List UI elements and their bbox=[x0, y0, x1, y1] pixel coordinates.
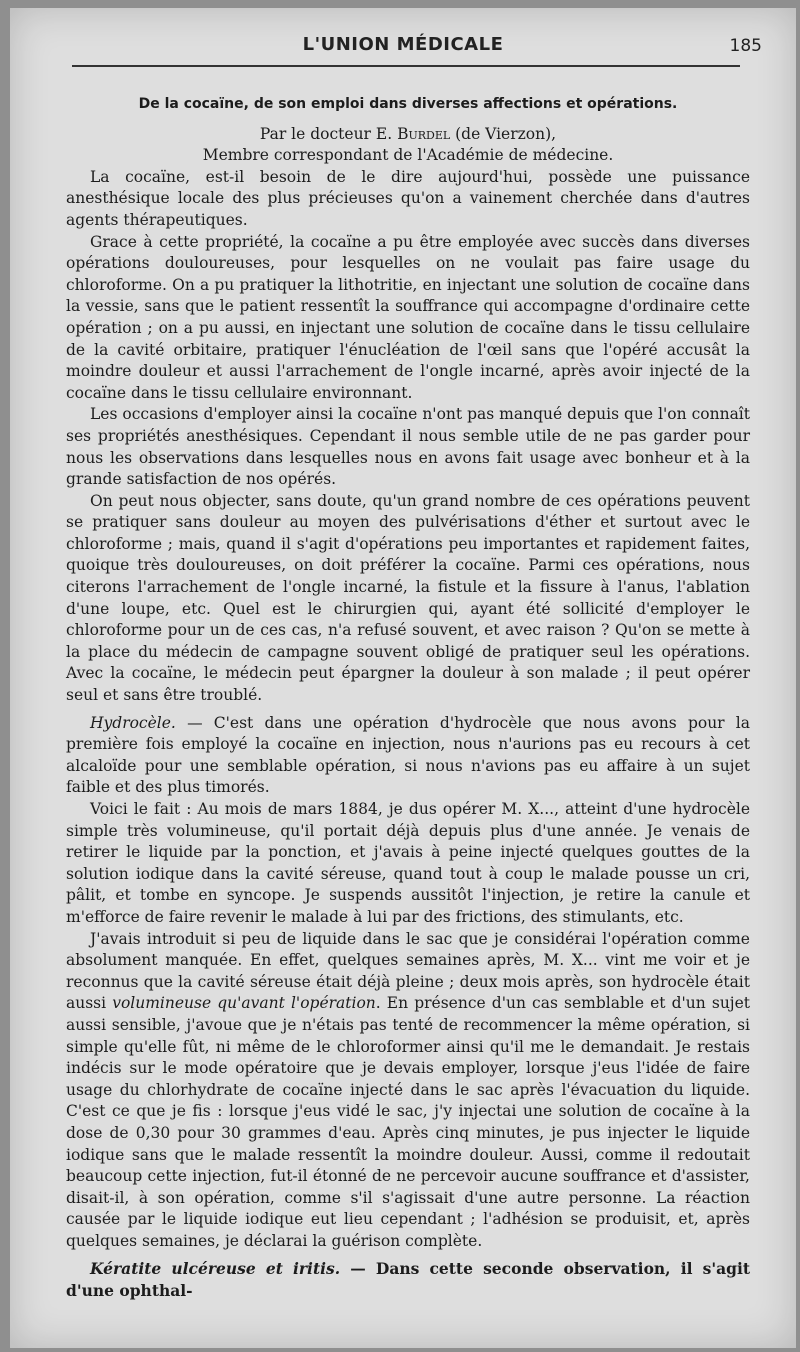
italic-run: volumineuse qu'avant l'opération bbox=[112, 994, 376, 1013]
hydrocele-paragraph bbox=[66, 713, 750, 799]
page-header bbox=[10, 34, 796, 64]
paragraph: Voici le fait : Au mois de mars 1884, je dus opérer M. X..., atteint d'une hydrocèle simple très volumineuse, qu'il portait déjà depuis plus d'une année. Je venais de retirer le liquide par la ponction, et j'avais à peine injecté quelques gouttes de la solution iodique dans la cavité séreuse, quand tout à coup le malade pousse un cri, pâlit, et tombe en syncope. Je suspends aussitôt l'injection, je retire la canule et m'efforce de faire revenir le malade à lui par des frictions, des stimulants, etc. bbox=[66, 800, 750, 926]
author-name: Burdel bbox=[397, 124, 451, 143]
paragraph: On peut nous objecter, sans doute, qu'un grand nombre de ces opérations peuvent se pratiquer sans douleur au moyen des pulvérisations d'éther et surtout avec le chloroforme ; mais, quand il s'agit d'opérations peu importantes et rapidement faites, quoique très douloureuses, on doit préférer la cocaïne. Parmi ces opérations, nous citerons l'arrachement de l'ongle incarné, la fistule et la fissure à l'anus, l'ablation d'une loupe, etc. Quel est le chirurgien qui, ayant été sollicité d'employer le chloroforme pour un de ces cas, n'a refusé souvent, et avec raison ? Qu'on se mette à la place du médecin de campagne souvent obligé de pratiquer seul les opérations. Avec la cocaïne, le médecin peut épargner la douleur à son malade ; il peut opérer seul et sans être troublé. bbox=[66, 491, 750, 705]
byline bbox=[66, 124, 750, 146]
text-run: J'avais introduit si peu de liquide dans le sac que je considérai l'opération comme absolument manquée. En effet, quelques semaines après, M. X... vint me voir et je reconnus que la cavité séreuse était déjà pleine ; deux mois après, son hydrocèle était aussi bbox=[66, 929, 750, 1013]
paragraph bbox=[66, 929, 750, 1253]
paragraph: Les occasions d'employer ainsi la cocaïne n'ont pas manqué depuis que l'on connaît ses propriétés anesthésiques. Cependant il nous semble utile de ne pas garder pour nous les observations dans lesquelles nous en avons fait usage avec bonheur et à la grande satisfaction de nos opérés. bbox=[66, 405, 750, 489]
text-run: . En présence d'un cas semblable et d'un sujet aussi sensible, j'avoue que je n'étais pas tenté de recommencer la même opération, si simple qu'elle fût, ni même de le chloroformer ainsi qu'il me le demandait. Je restais indécis sur le mode opératoire que je devais employer, lorsque j'eus l'idée de faire usage du chlorhydrate de cocaïne injecté dans le sac après l'évacuation du liquide. C'est ce que je fis : lorsque j'eus vidé le sac, j'y injectai une solution de cocaïne à la dose de 0,30 pour 30 grammes d'eau. Après cinq minutes, je pus injecter le liquide iodique sans que le malade ressentît la moindre douleur. Aussi, comme il redoutait beaucoup cette injection, fut-il étonné de ne percevoir aucune souffrance et d'assister, disait-il, à son opération, comme s'il s'agissait d'une autre personne. La réaction causée par le liquide iodique eut lieu cependant ; l'adhésion se produisit, et, après quelques semaines, je déclarai la guérison complète. bbox=[66, 994, 751, 1250]
article-title: De la cocaïne, de son emploi dans diverses affections et opérations. bbox=[138, 96, 678, 112]
keratite-heading: Kératite ulcéreuse et iritis. bbox=[90, 1259, 341, 1279]
hydrocele-text: — C'est dans une opération d'hydrocèle que nous avons pour la première fois employé la cocaïne en injection, nous n'aurions pas eu recours à cet alcaloïde pour une semblable opération, si nous n'avions pas eu affaire à un sujet faible et des plus timorés. bbox=[66, 713, 750, 797]
page bbox=[10, 8, 796, 1348]
byline-prefix: Par le docteur E. bbox=[259, 124, 398, 143]
hydrocele-heading: Hydrocèle. bbox=[90, 713, 176, 732]
running-title: L'UNION MÉDICALE bbox=[302, 34, 504, 55]
keratite-text: — Dans cette seconde observation, il s'agit d'une ophthal- bbox=[66, 1259, 750, 1301]
keratite-paragraph bbox=[66, 1258, 750, 1301]
affiliation: Membre correspondant de l'Académie de médecine. bbox=[202, 146, 614, 165]
header-rule bbox=[72, 65, 740, 67]
byline-suffix: (de Vierzon), bbox=[450, 124, 557, 143]
article-body bbox=[66, 94, 750, 1302]
paragraph: Grace à cette propriété, la cocaïne a pu être employée avec succès dans diverses opérations douloureuses, pour lesquelles on ne voulait pas faire usage du chloroforme. On a pu pratiquer la lithotritie, en injectant une solution de cocaïne dans la vessie, sans que le patient ressentît la souffrance qui accompagne d'ordinaire cette opération ; on a pu aussi, en injectant une solution de cocaïne dans le tissu cellulaire de la cavité orbitaire, pratiquer l'énucléation de l'œil sans que l'opéré accusât la moindre douleur et aussi l'arrachement de l'ongle incarné, après avoir injecté de la cocaïne dans le tissu cellulaire environnant. bbox=[66, 232, 750, 402]
page-number: 185 bbox=[729, 36, 762, 56]
paragraph: La cocaïne, est-il besoin de le dire aujourd'hui, possède une puissance anesthésique locale des plus précieuses qu'on a vainement cherchée dans d'autres agents thérapeutiques. bbox=[66, 167, 750, 229]
